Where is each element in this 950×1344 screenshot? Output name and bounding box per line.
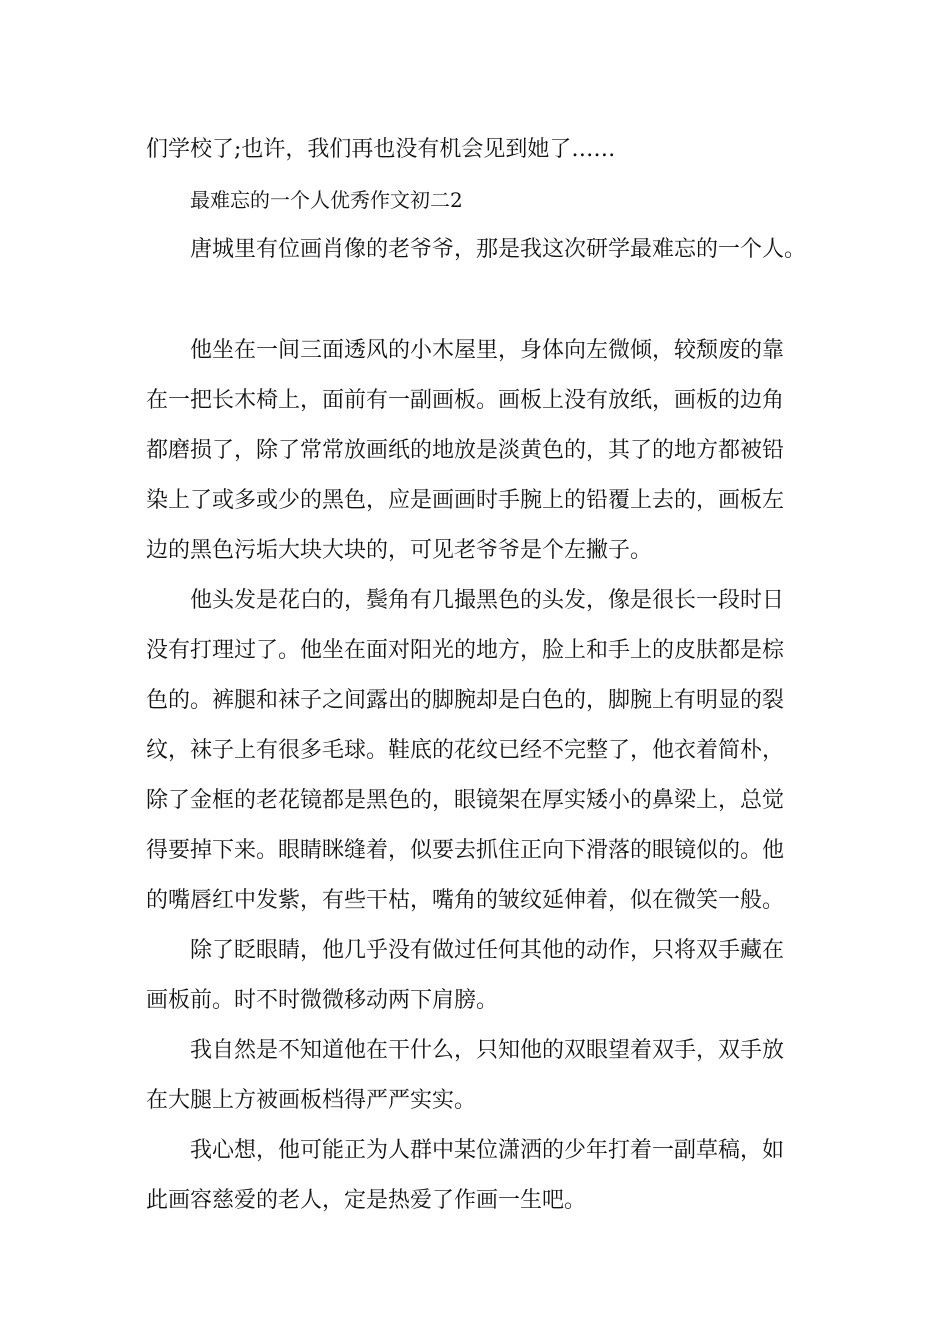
paragraph-2-line-5: 除了金框的老花镜都是黑色的，眼镜架在厚实矮小的鼻梁上，总觉 — [146, 788, 785, 813]
paragraph-1-line-3: 都磨损了，除了常常放画纸的地放是淡黄色的，其了的地方都被铅 — [146, 438, 785, 463]
paragraph-1-line-1: 他坐在一间三面透风的小木屋里，身体向左微倾，较颓废的靠 — [190, 338, 785, 363]
paragraph-5-line-1: 我心想，他可能正为人群中某位潇洒的少年打着一副草稿，如 — [190, 1138, 785, 1163]
paragraph-3-line-1: 除了眨眼睛，他几乎没有做过任何其他的动作，只将双手藏在 — [190, 938, 785, 963]
section-title: 最难忘的一个人优秀作文初二2 — [190, 188, 463, 212]
continuation-line: 们学校了;也许，我们再也没有机会见到她了…… — [146, 137, 616, 162]
paragraph-2-line-6: 得要掉下来。眼睛眯缝着，似要去抓住正向下滑落的眼镜似的。他 — [146, 838, 785, 863]
paragraph-2-line-7: 的嘴唇红中发紫，有些干枯，嘴角的皱纹延伸着，似在微笑一般。 — [146, 888, 785, 913]
paragraph-5-line-2: 此画容慈爱的老人，定是热爱了作画一生吧。 — [146, 1188, 587, 1213]
paragraph-3-line-2: 画板前。时不时微微移动两下肩膀。 — [146, 988, 499, 1013]
paragraph-1-line-4: 染上了或多或少的黑色，应是画画时手腕上的铅覆上去的，画板左 — [146, 488, 785, 513]
paragraph-1-line-5: 边的黑色污垢大块大块的，可见老爷爷是个左撇子。 — [146, 538, 653, 563]
paragraph-1-line-2: 在一把长木椅上，面前有一副画板。画板上没有放纸，画板的边角 — [146, 388, 785, 413]
paragraph-2-line-3: 色的。裤腿和袜子之间露出的脚腕却是白色的，脚腕上有明显的裂 — [146, 688, 785, 713]
paragraph-2-line-4: 纹，袜子上有很多毛球。鞋底的花纹已经不完整了，他衣着简朴， — [146, 738, 785, 763]
intro-line: 唐城里有位画肖像的老爷爷，那是我这次研学最难忘的一个人。 — [190, 237, 807, 262]
paragraph-2-line-1: 他头发是花白的，鬓角有几撮黑色的头发，像是很长一段时日 — [190, 588, 785, 613]
paragraph-2-line-2: 没有打理过了。他坐在面对阳光的地方，脸上和手上的皮肤都是棕 — [146, 638, 785, 663]
paragraph-4-line-2: 在大腿上方被画板档得严严实实。 — [146, 1088, 477, 1113]
paragraph-4-line-1: 我自然是不知道他在干什么，只知他的双眼望着双手，双手放 — [190, 1038, 785, 1063]
